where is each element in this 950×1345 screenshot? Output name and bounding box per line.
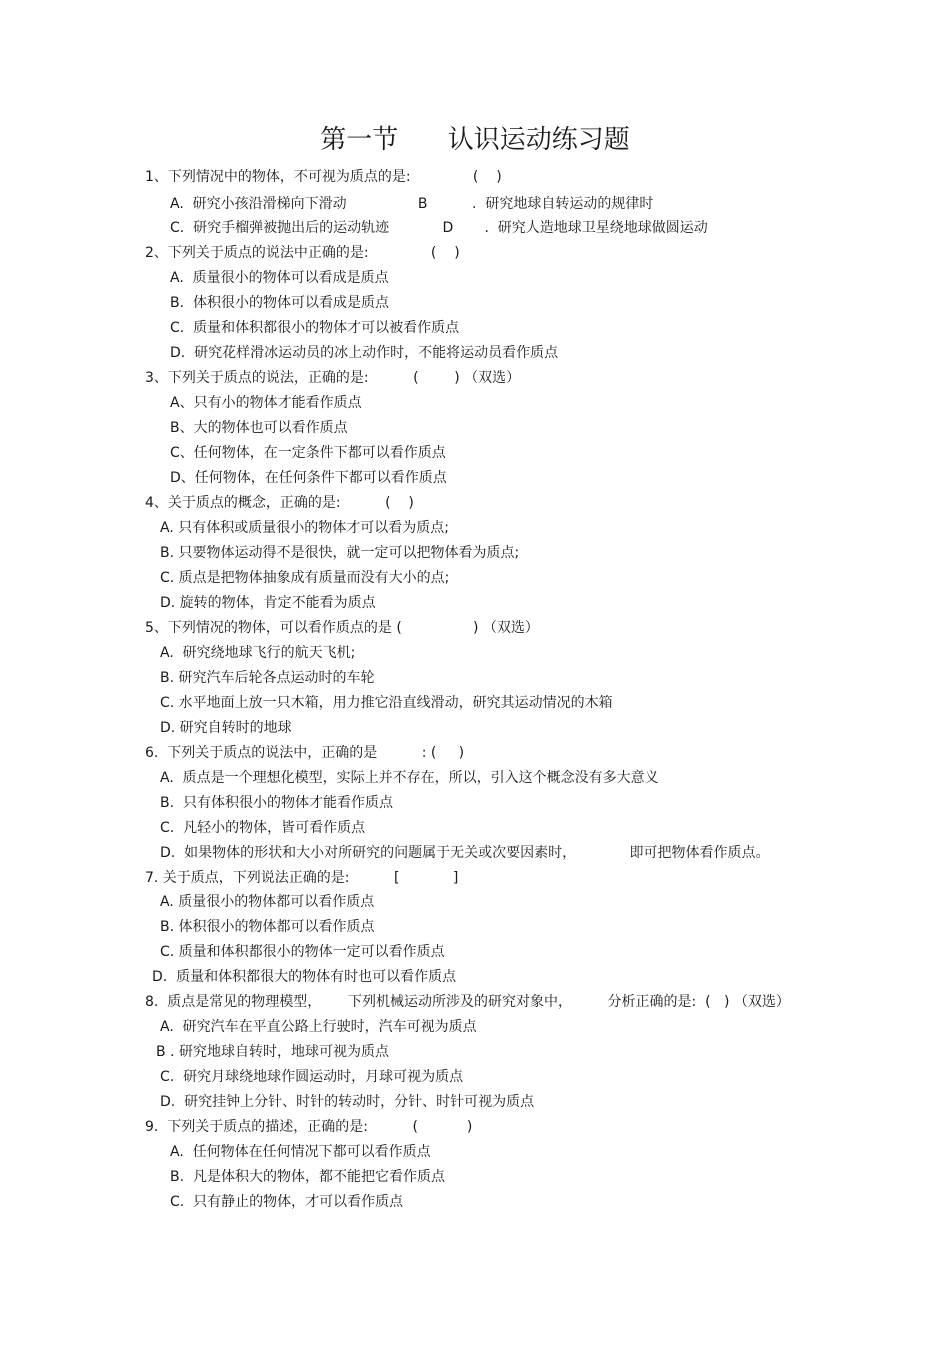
question-1-stem: 1、下列情况中的物体，不可视为质点的是: ( ) [145,169,502,185]
option-text: B. 只有体积很小的物体才能看作质点 [160,795,393,811]
question-5-stem: 5、下列情况的物体，可以看作质点的是 ( ) （双选） [145,620,539,636]
option-text: D. 研究花样滑冰运动员的冰上动作时，不能将运动员看作质点 [170,345,559,361]
option-text: A. 研究小孩沿滑梯向下滑动 B . 研究地球自转运动的规律时 [170,196,654,212]
option-text: C. 水平地面上放一只木箱，用力推它沿直线滑动，研究其运动情况的木箱 [160,695,613,711]
option-text: A. 只有体积或质量很小的物体才可以看为质点; [160,520,449,536]
question-2-stem: 2、下列关于质点的说法中正确的是: ( ) [145,245,460,261]
option-text: A. 研究绕地球飞行的航天飞机; [160,645,356,661]
option-text: C、任何物体，在一定条件下都可以看作质点 [170,445,446,461]
option-text: A. 质点是一个理想化模型，实际上并不存在，所以，引入这个概念没有多大意义 [160,770,659,786]
option-text: D. 研究挂钟上分针、时针的转动时，分针、时针可视为质点 [160,1094,535,1110]
option-text: B. 只要物体运动得不是很快，就一定可以把物体看为质点; [160,545,520,561]
option-text: C. 只有静止的物体，才可以看作质点 [170,1194,404,1210]
option-text: D. 研究自转时的地球 [160,720,292,736]
option-text: B. 凡是体积大的物体，都不能把它看作质点 [170,1169,445,1185]
option-text: C. 质点是把物体抽象成有质量而没有大小的点; [160,570,450,586]
question-9-stem: 9. 下列关于质点的描述，正确的是: ( ) [145,1119,473,1135]
option-text: C. 研究手榴弹被抛出后的运动轨迹 D . 研究人造地球卫星绕地球做圆运动 [170,220,708,236]
question-8-stem: 8. 质点是常见的物理模型， 下列机械运动所涉及的研究对象中， 分析正确的是: ( ) （双选） [145,994,790,1010]
option-text: A. 质量很小的物体都可以看作质点 [160,894,375,910]
question-6-stem: 6. 下列关于质点的说法中，正确的是 : ( ) [145,745,465,761]
option-text: C. 凡轻小的物体，皆可看作质点 [160,820,366,836]
option-text: B、大的物体也可以看作质点 [170,420,348,436]
question-4-stem: 4、关于质点的概念，正确的是: ( ) [145,495,414,511]
question-3-stem: 3、下列关于质点的说法，正确的是: ( ) （双选） [145,370,521,386]
option-text: D. 如果物体的形状和大小对所研究的问题属于无关或次要因素时， 即可把物体看作质点。 [160,845,770,861]
option-text: B. 研究汽车后轮各点运动时的车轮 [160,670,375,686]
option-text: A. 研究汽车在平直公路上行驶时，汽车可视为质点 [160,1019,477,1035]
option-text: C. 质量和体积都很小的物体一定可以看作质点 [160,944,445,960]
option-text: B . 研究地球自转时，地球可视为质点 [156,1044,389,1060]
option-text: A、只有小的物体才能看作质点 [170,395,362,411]
option-text: D. 质量和体积都很大的物体有时也可以看作质点 [152,969,457,985]
option-text: C. 研究月球绕地球作圆运动时，月球可视为质点 [160,1069,464,1085]
page-title: 第一节 认识运动练习题 [320,125,630,155]
option-text: B. 体积很小的物体可以看成是质点 [170,295,389,311]
option-text: B. 体积很小的物体都可以看作质点 [160,919,375,935]
option-text: C. 质量和体积都很小的物体才可以被看作质点 [170,320,460,336]
option-text: A. 任何物体在任何情况下都可以看作质点 [170,1144,431,1160]
option-text: A. 质量很小的物体可以看成是质点 [170,270,389,286]
question-7-stem: 7. 关于质点，下列说法正确的是: [ ] [145,870,459,886]
option-text: D. 旋转的物体，肯定不能看为质点 [160,595,376,611]
option-text: D、任何物体，在任何条件下都可以看作质点 [170,470,447,486]
